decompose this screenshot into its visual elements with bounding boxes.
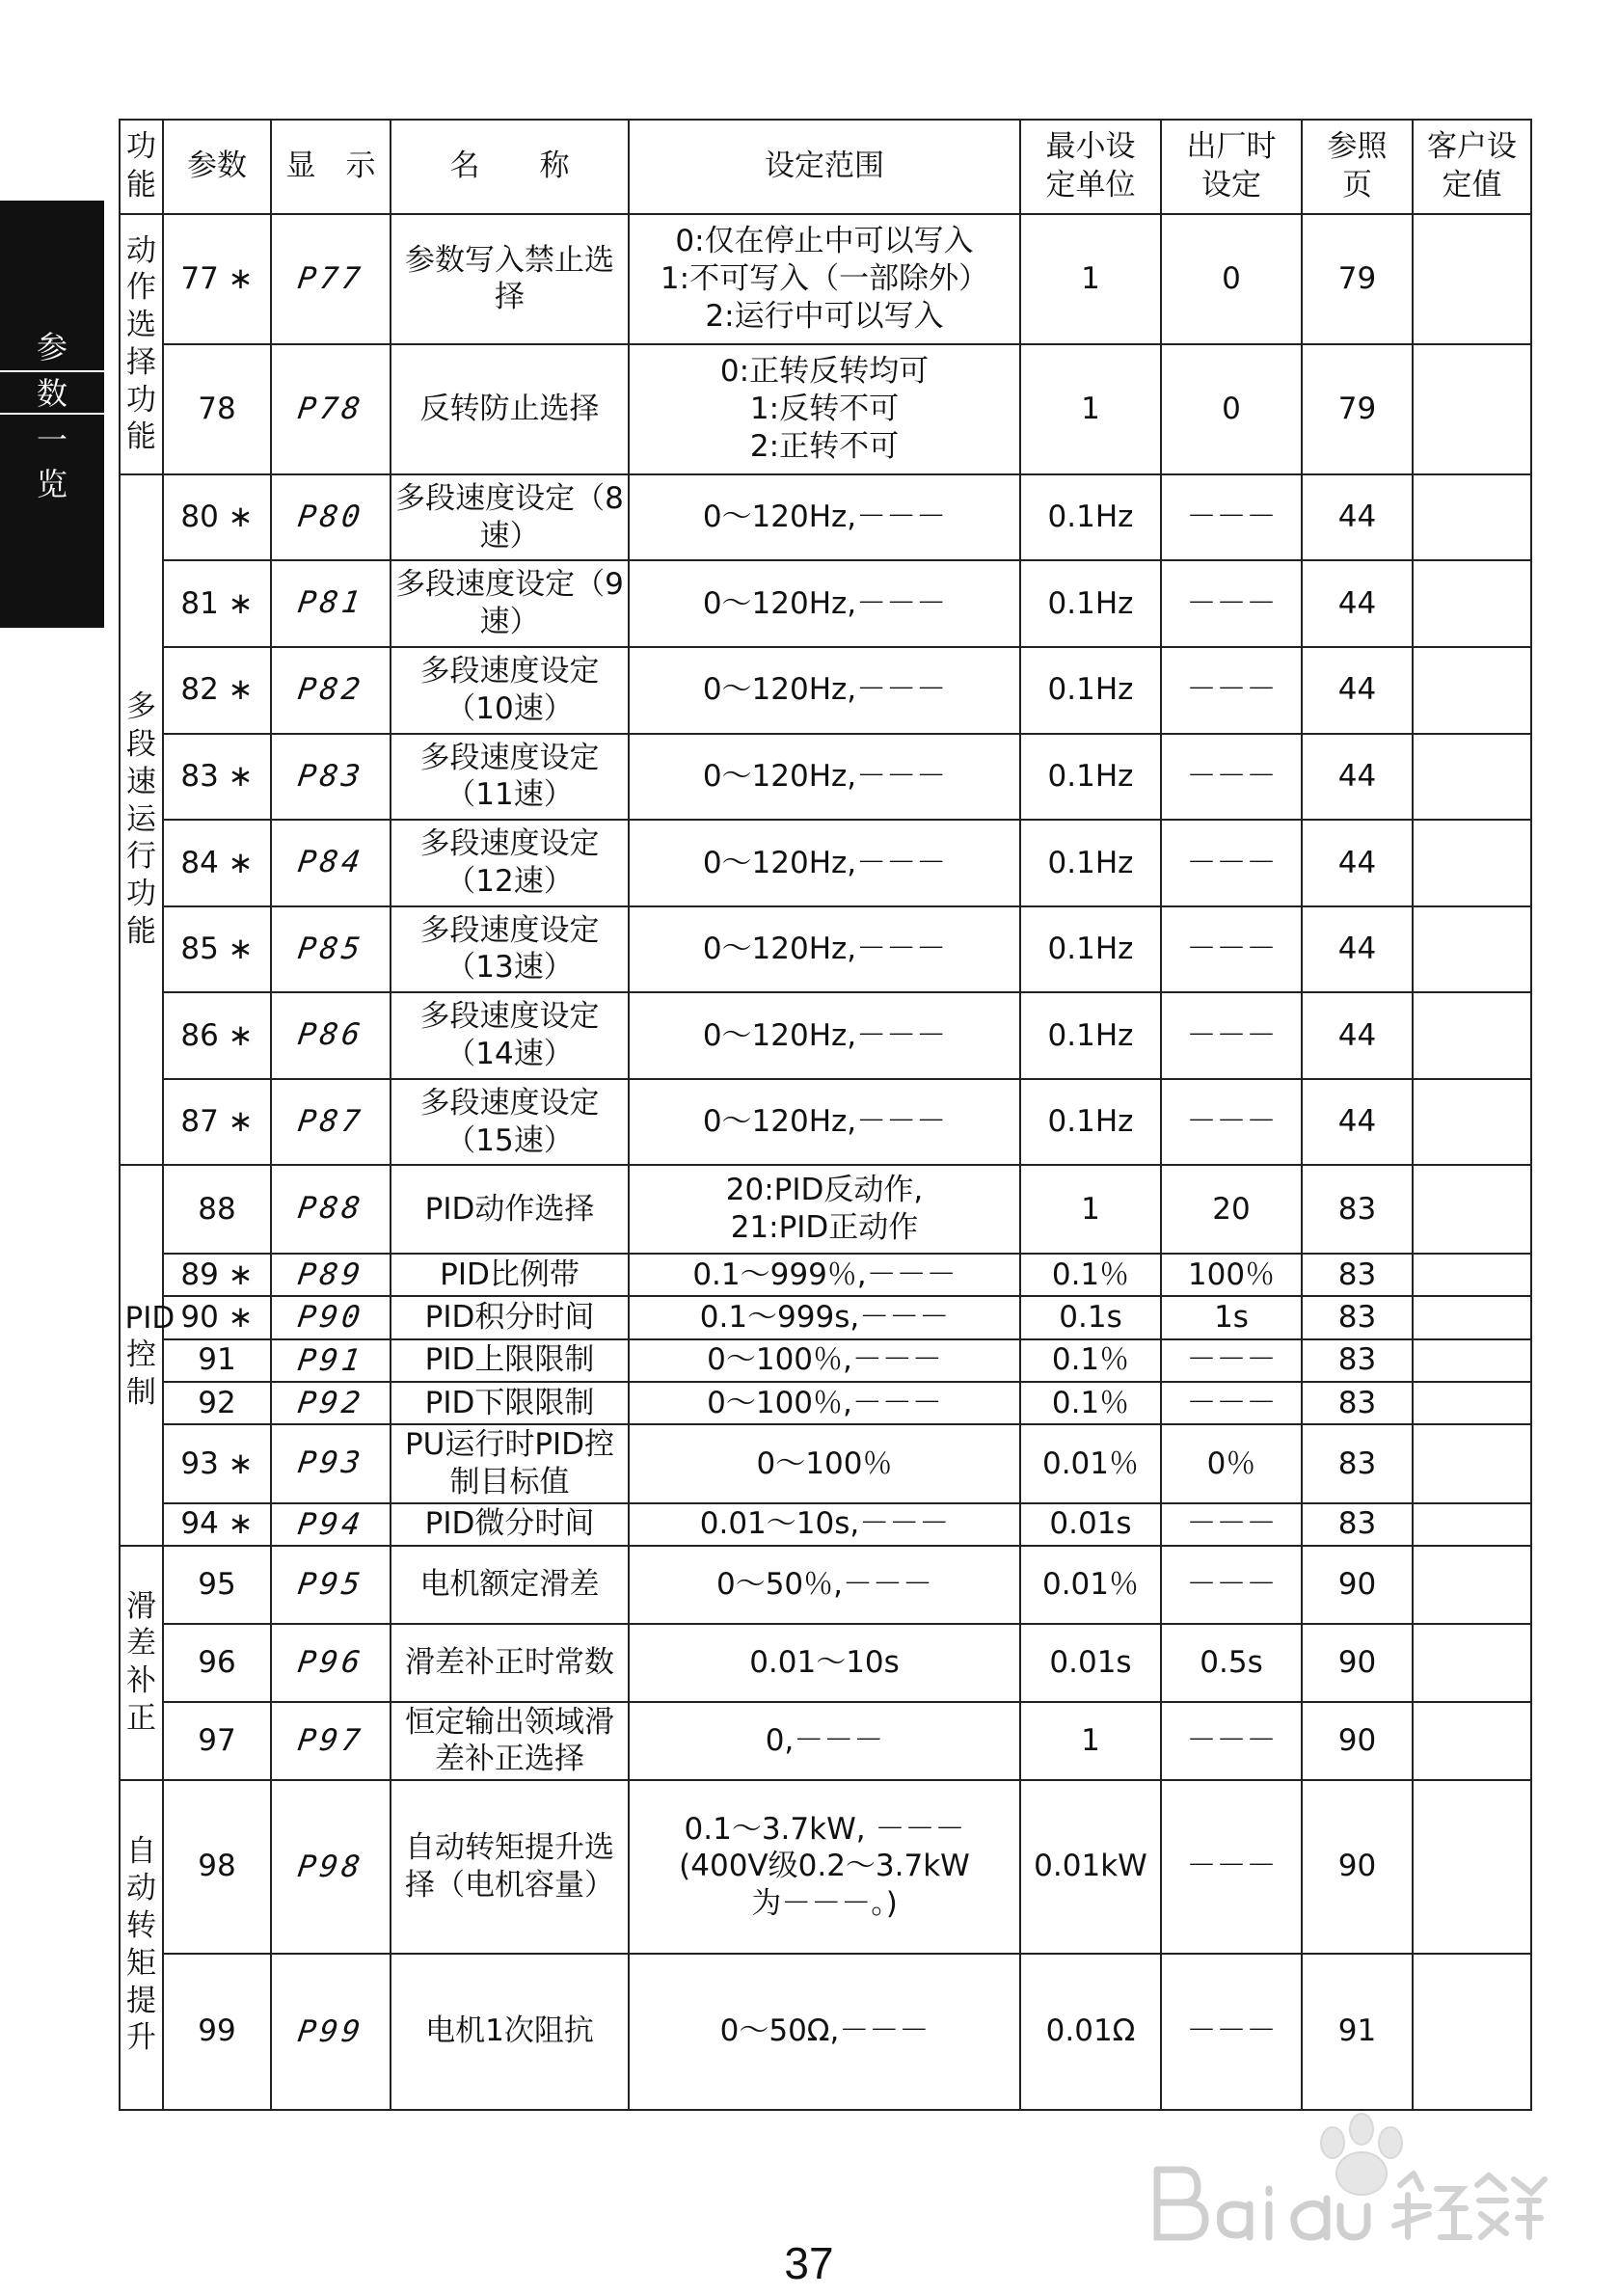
min-unit-cell: 0.1Hz [1020,906,1161,993]
min-unit-cell: 0.1Hz [1020,474,1161,561]
customer-setting-cell[interactable] [1413,647,1531,734]
display-code-cell: P78 [262,344,400,474]
function-group-label: 自动转矩提升 [126,1833,156,2056]
name-cell: PU运行时PID控制目标值 [391,1424,629,1503]
range-line: 0～120Hz,－－－ [702,500,947,535]
header-name: 名 称 [391,120,629,214]
range-cell [629,992,1020,1079]
range-cell [629,1702,1020,1780]
factory-setting-cell: －－－ [1161,1954,1302,2110]
table-header-row [120,120,1531,214]
param-cell: 84 ∗ [163,820,271,906]
table-row [120,1339,1531,1382]
customer-setting-cell[interactable] [1413,1702,1531,1780]
factory-setting-cell: 20 [1161,1165,1302,1254]
param-cell: 78 [163,344,271,474]
range-cell [629,1165,1020,1254]
customer-setting-cell[interactable] [1413,1165,1531,1254]
customer-setting-cell[interactable] [1413,344,1531,474]
range-cell [629,906,1020,993]
param-cell: 90 ∗ [163,1296,271,1338]
range-line: 1:反转不可 [749,391,900,426]
factory-setting-cell: －－－ [1161,734,1302,821]
name-cell: 恒定输出领域滑差补正选择 [391,1702,629,1780]
parameter-table [119,119,1532,2111]
ref-page-cell: 44 [1302,647,1413,734]
range-line: 为－－－。) [751,1886,898,1921]
range-line: (400V级0.2～3.7kW [679,1849,970,1884]
function-group-label: 动作选择功能 [126,232,156,455]
factory-setting-cell: －－－ [1161,906,1302,993]
range-line: 0:正转反转均可 [719,354,930,390]
header-param: 参数 [163,120,271,214]
min-unit-cell: 0.01kW [1020,1780,1161,1954]
page-number: 37 [784,2238,834,2288]
param-cell: 91 [163,1339,271,1382]
customer-setting-cell[interactable] [1413,1296,1531,1338]
range-line: 0.1～999％,－－－ [692,1256,957,1292]
table-row [120,1424,1531,1503]
param-cell: 81 ∗ [163,560,271,647]
factory-setting-cell: 0％ [1161,1424,1302,1503]
display-code-cell: P85 [265,906,397,993]
side-tab [0,201,104,628]
display-code-cell: P83 [265,734,397,821]
param-cell: 87 ∗ [163,1079,271,1166]
display-code-cell: P77 [262,214,400,344]
customer-setting-cell[interactable] [1413,1079,1531,1166]
ref-page-cell: 44 [1302,734,1413,821]
customer-setting-cell[interactable] [1413,214,1531,344]
function-group-cell [120,1165,175,1546]
name-cell: 反转防止选择 [391,344,629,474]
table-row [120,734,1531,821]
display-code-cell: P86 [265,992,397,1079]
customer-setting-cell[interactable] [1413,1780,1531,1954]
min-unit-cell: 0.1s [1020,1296,1161,1338]
display-code-cell: P81 [265,560,397,647]
header-customer: 客户设定值 [1413,120,1531,214]
ref-page-cell: 83 [1302,1339,1413,1382]
customer-setting-cell[interactable] [1413,992,1531,1079]
factory-setting-cell: －－－ [1161,1339,1302,1382]
range-cell [629,1382,1020,1424]
customer-setting-cell[interactable] [1413,560,1531,647]
range-line: 0～100％,－－－ [707,1385,942,1420]
customer-setting-cell[interactable] [1413,1624,1531,1702]
ref-page-cell: 90 [1302,1624,1413,1702]
min-unit-cell: 1 [1020,344,1161,474]
display-code-cell: P88 [265,1165,397,1254]
header-ref-page: 参照页 [1302,120,1413,214]
ref-page-cell: 83 [1302,1165,1413,1254]
min-unit-cell: 0.1％ [1020,1254,1161,1296]
param-cell: 94 ∗ [163,1503,271,1546]
param-cell: 80 ∗ [163,474,271,561]
ref-page-cell: 83 [1302,1503,1413,1546]
range-cell [629,474,1020,561]
name-cell: 多段速度设定（9速） [391,560,629,647]
display-code-cell: P84 [265,820,397,906]
side-tab-divider [0,413,104,415]
range-line: 0.01～10s,－－－ [699,1506,950,1542]
ref-page-cell: 90 [1302,1546,1413,1625]
name-cell: PID下限限制 [391,1382,629,1424]
factory-setting-cell: －－－ [1161,647,1302,734]
min-unit-cell: 1 [1020,1702,1161,1780]
header-factory: 出厂时设定 [1161,120,1302,214]
ref-page-cell: 83 [1302,1254,1413,1296]
name-cell: 多段速度设定（13速） [391,906,629,993]
ref-page-cell: 90 [1302,1702,1413,1780]
range-cell [629,1254,1020,1296]
name-cell: 滑差补正时常数 [391,1624,629,1702]
customer-setting-cell[interactable] [1413,1382,1531,1424]
range-line: 0～120Hz,－－－ [702,932,947,967]
min-unit-cell: 0.01s [1020,1624,1161,1702]
min-unit-cell: 0.1Hz [1020,647,1161,734]
name-cell: 多段速度设定（11速） [391,734,629,821]
range-line: 0～120Hz,－－－ [702,845,947,880]
display-code-cell: P92 [268,1382,393,1424]
table-row [120,1954,1531,2110]
table-row [120,1624,1531,1702]
name-cell: 多段速度设定（14速） [391,992,629,1079]
function-group-label: PID控制 [124,1300,175,1411]
display-code-cell: P99 [260,1954,402,2110]
range-cell [629,734,1020,821]
range-line: 2:运行中可以写入 [705,298,944,334]
table-row [120,1546,1531,1625]
range-line: 0～50％,－－－ [715,1567,933,1603]
min-unit-cell: 0.1％ [1020,1382,1161,1424]
range-line: 0,－－－ [765,1722,884,1758]
header-display: 显 示 [271,120,391,214]
min-unit-cell: 0.1Hz [1020,560,1161,647]
ref-page-cell: 44 [1302,1079,1413,1166]
function-group-cell [120,1780,163,2110]
customer-setting-cell[interactable] [1413,906,1531,993]
param-cell: 99 [163,1954,271,2110]
range-line: 0～120Hz,－－－ [702,585,947,621]
factory-setting-cell: －－－ [1161,1780,1302,1954]
customer-setting-cell[interactable] [1413,1503,1531,1546]
min-unit-cell: 0.1Hz [1020,820,1161,906]
range-cell [629,214,1020,344]
param-cell: 96 [163,1624,271,1702]
name-cell: 自动转矩提升选择（电机容量） [391,1780,629,1954]
function-group-label: 滑差补正 [126,1588,156,1736]
min-unit-cell: 0.01％ [1020,1424,1161,1503]
range-line: 2:正转不可 [749,428,900,464]
name-cell: 多段速度设定（12速） [391,820,629,906]
range-line: 0.01～10s [749,1645,900,1681]
display-code-cell: P95 [265,1546,395,1625]
range-cell [629,344,1020,474]
name-cell: 多段速度设定（15速） [391,1079,629,1166]
display-code-cell: P93 [265,1424,395,1503]
range-cell [629,1954,1020,2110]
min-unit-cell: 0.1Hz [1020,734,1161,821]
param-cell: 98 [163,1780,271,1954]
min-unit-cell: 0.1％ [1020,1339,1161,1382]
param-cell: 95 [163,1546,271,1625]
range-line: 0.1～3.7kW, －－－ [684,1811,965,1847]
display-code-cell: P87 [265,1079,397,1166]
name-cell: 电机1次阻抗 [391,1954,629,2110]
range-line: 0～100％ [756,1445,893,1481]
ref-page-cell: 44 [1302,992,1413,1079]
ref-page-cell: 44 [1302,820,1413,906]
table-row [120,647,1531,734]
range-cell [629,560,1020,647]
min-unit-cell: 1 [1020,1165,1161,1254]
customer-setting-cell[interactable] [1413,1339,1531,1382]
factory-setting-cell: －－－ [1161,560,1302,647]
side-tab-char: 一 [36,421,67,458]
display-code-cell: P94 [268,1503,393,1546]
name-cell: 多段速度设定（10速） [391,647,629,734]
name-cell: 电机额定滑差 [391,1546,629,1625]
ref-page-cell: 44 [1302,906,1413,993]
range-line: 1:不可写入（一部除外） [660,261,989,297]
param-cell: 86 ∗ [163,992,271,1079]
display-code-cell: P97 [265,1702,395,1780]
customer-setting-cell[interactable] [1413,734,1531,821]
table-row [120,474,1531,561]
factory-setting-cell: －－－ [1161,1503,1302,1546]
side-tab-char: 览 [36,466,67,502]
factory-setting-cell: －－－ [1161,1546,1302,1625]
range-cell [629,1079,1020,1166]
factory-setting-cell: 1s [1161,1296,1302,1338]
name-cell: PID比例带 [391,1254,629,1296]
ref-page-cell: 44 [1302,474,1413,561]
table-row [120,1780,1531,1954]
factory-setting-cell: －－－ [1161,1382,1302,1424]
range-line: 20:PID反动作, [725,1173,924,1208]
range-cell [629,1296,1020,1338]
min-unit-cell: 1 [1020,214,1161,344]
range-line: 0～100％,－－－ [707,1342,942,1378]
header-range: 设定范围 [629,120,1020,214]
side-tab-char: 数 [36,375,67,412]
name-cell: PID动作选择 [391,1165,629,1254]
table-row [120,1296,1531,1338]
range-line: 21:PID正动作 [730,1210,919,1246]
customer-setting-cell[interactable] [1413,474,1531,561]
display-code-cell: P80 [265,474,397,561]
factory-setting-cell: －－－ [1161,820,1302,906]
range-cell [629,1780,1020,1954]
display-code-cell: P91 [268,1339,393,1382]
display-code-cell: P98 [258,1780,402,1954]
range-line: 0～120Hz,－－－ [702,1104,947,1140]
range-cell [629,1424,1020,1503]
table-row [120,1079,1531,1166]
range-cell [629,1546,1020,1625]
table-row [120,906,1531,993]
function-group-cell [120,214,163,474]
display-code-cell: P90 [268,1296,393,1338]
range-line: 0～120Hz,－－－ [702,672,947,708]
table-row [120,1165,1531,1254]
param-cell: 97 [163,1702,271,1780]
customer-setting-cell[interactable] [1413,1546,1531,1625]
param-cell: 89 ∗ [163,1254,271,1296]
range-cell [629,1624,1020,1702]
factory-setting-cell: －－－ [1161,992,1302,1079]
function-group-cell [120,474,163,1166]
ref-page-cell: 44 [1302,560,1413,647]
param-cell: 83 ∗ [163,734,271,821]
param-cell: 88 [163,1165,271,1254]
param-cell: 85 ∗ [163,906,271,993]
range-cell [629,1339,1020,1382]
param-cell: 93 ∗ [163,1424,271,1503]
ref-page-cell: 83 [1302,1424,1413,1503]
range-cell [629,647,1020,734]
param-cell: 92 [163,1382,271,1424]
factory-setting-cell: －－－ [1161,474,1302,561]
min-unit-cell: 0.01s [1020,1503,1161,1546]
min-unit-cell: 0.01％ [1020,1546,1161,1625]
table-row [120,1382,1531,1424]
function-group-cell [120,1546,163,1780]
customer-setting-cell[interactable] [1413,1424,1531,1503]
range-line: 0:仅在停止中可以写入 [675,224,974,259]
table-row [120,820,1531,906]
name-cell: 多段速度设定（8速） [391,474,629,561]
ref-page-cell: 91 [1302,1954,1413,2110]
range-line: 0～50Ω,－－－ [719,2013,930,2049]
display-code-cell: P82 [265,647,397,734]
name-cell: PID上限限制 [391,1339,629,1382]
side-tab-char: 参 [36,329,67,365]
factory-setting-cell: －－－ [1161,1079,1302,1166]
factory-setting-cell: 0 [1161,344,1302,474]
table-row [120,992,1531,1079]
function-group-label: 多段速运行功能 [126,689,156,949]
param-cell: 82 ∗ [163,647,271,734]
customer-setting-cell[interactable] [1413,820,1531,906]
ref-page-cell: 90 [1302,1780,1413,1954]
table-row [120,560,1531,647]
customer-setting-cell[interactable] [1413,1954,1531,2110]
min-unit-cell: 0.1Hz [1020,992,1161,1079]
factory-setting-cell: 0.5s [1161,1624,1302,1702]
ref-page-cell: 83 [1302,1296,1413,1338]
min-unit-cell: 0.1Hz [1020,1079,1161,1166]
factory-setting-cell: 0 [1161,214,1302,344]
range-line: 0～120Hz,－－－ [702,758,947,794]
baidu-jingyan-watermark [1147,2093,1552,2285]
name-cell: PID积分时间 [391,1296,629,1338]
param-cell: 77 ∗ [163,214,271,344]
min-unit-cell: 0.01Ω [1020,1954,1161,2110]
display-code-cell: P96 [265,1624,395,1702]
ref-page-cell: 83 [1302,1382,1413,1424]
customer-setting-cell[interactable] [1413,1254,1531,1296]
table-row [120,1254,1531,1296]
table-row [120,344,1531,474]
display-code-cell: P89 [268,1254,393,1296]
name-cell: PID微分时间 [391,1503,629,1546]
range-line: 0～120Hz,－－－ [702,1017,947,1053]
table-row [120,1702,1531,1780]
ref-page-cell: 79 [1302,344,1413,474]
name-cell: 参数写入禁止选择 [391,214,629,344]
side-tab-divider [0,370,104,372]
factory-setting-cell: 100％ [1161,1254,1302,1296]
range-line: 0.1～999s,－－－ [699,1300,950,1336]
factory-setting-cell: －－－ [1161,1702,1302,1780]
header-min-unit: 最小设定单位 [1020,120,1161,214]
ref-page-cell: 79 [1302,214,1413,344]
range-cell [629,820,1020,906]
table-row [120,214,1531,344]
range-cell [629,1503,1020,1546]
table-row [120,1503,1531,1546]
header-function: 功能 [120,120,163,214]
